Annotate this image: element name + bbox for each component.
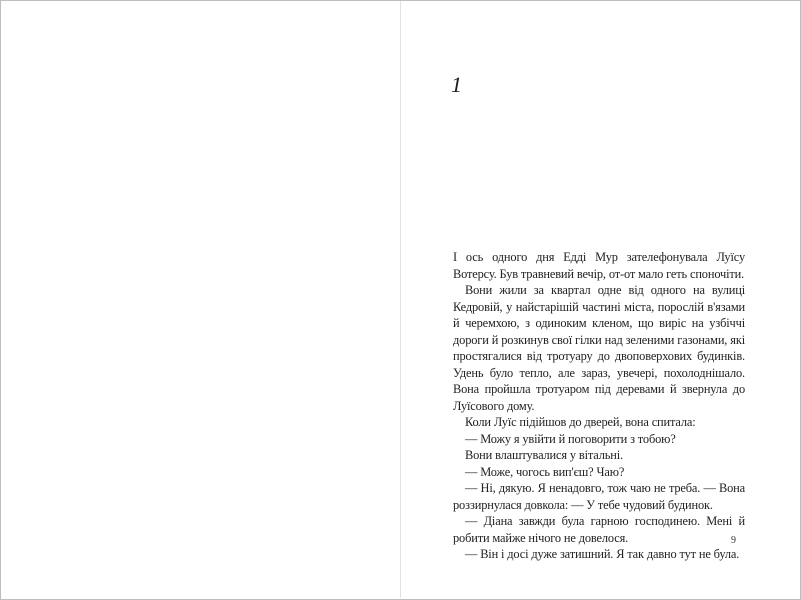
paragraph: Вони жили за квартал одне від одного на вулиці Кедровій, у найстарішій частині міста, порослій в'язами й черемхою, з одиноким кленом, що виріс на узбіччі дороги й розкинув свої гілки над зеленими газонами, які простягалися від тротуару до двоповерхових будинків. Удень було тепло, але зараз, увечері, похолоднішало. Вона пройшла тротуаром під деревами й звернула до Луїсового дому. <box>453 283 745 413</box>
body-text <box>453 249 745 563</box>
chapter-number: 1 <box>451 72 462 97</box>
dialogue-line: — Він і досі дуже затишний. Я так давно тут не була. <box>465 547 740 561</box>
paragraph-opening: І ось одного дня Едді Мур зателефонувала Луїсу Вотерсу. Був травневий вечір, от-от мало геть споночіти. <box>453 250 745 281</box>
dialogue-line: — Можу я увійти й поговорити з тобою? <box>465 431 676 446</box>
dialogue-line: — Може, чогось вип'єш? Чаю? <box>465 464 625 479</box>
page-number: 9 <box>731 535 736 546</box>
dialogue-line: — Ні, дякую. Я ненадовго, тож чаю не треба. — Вона роззирнулася довкола: — У тебе чудовий будинок. <box>453 481 745 512</box>
paragraph: Коли Луїс підійшов до дверей, вона спитала: <box>465 415 696 429</box>
paragraph: Вони влаштувалися у вітальні. <box>465 448 623 462</box>
page-spine-divider <box>400 1 401 598</box>
dialogue-line: — Діана завжди була гарною господинею. Мені й робити майже нічого не довелося. <box>453 514 745 545</box>
